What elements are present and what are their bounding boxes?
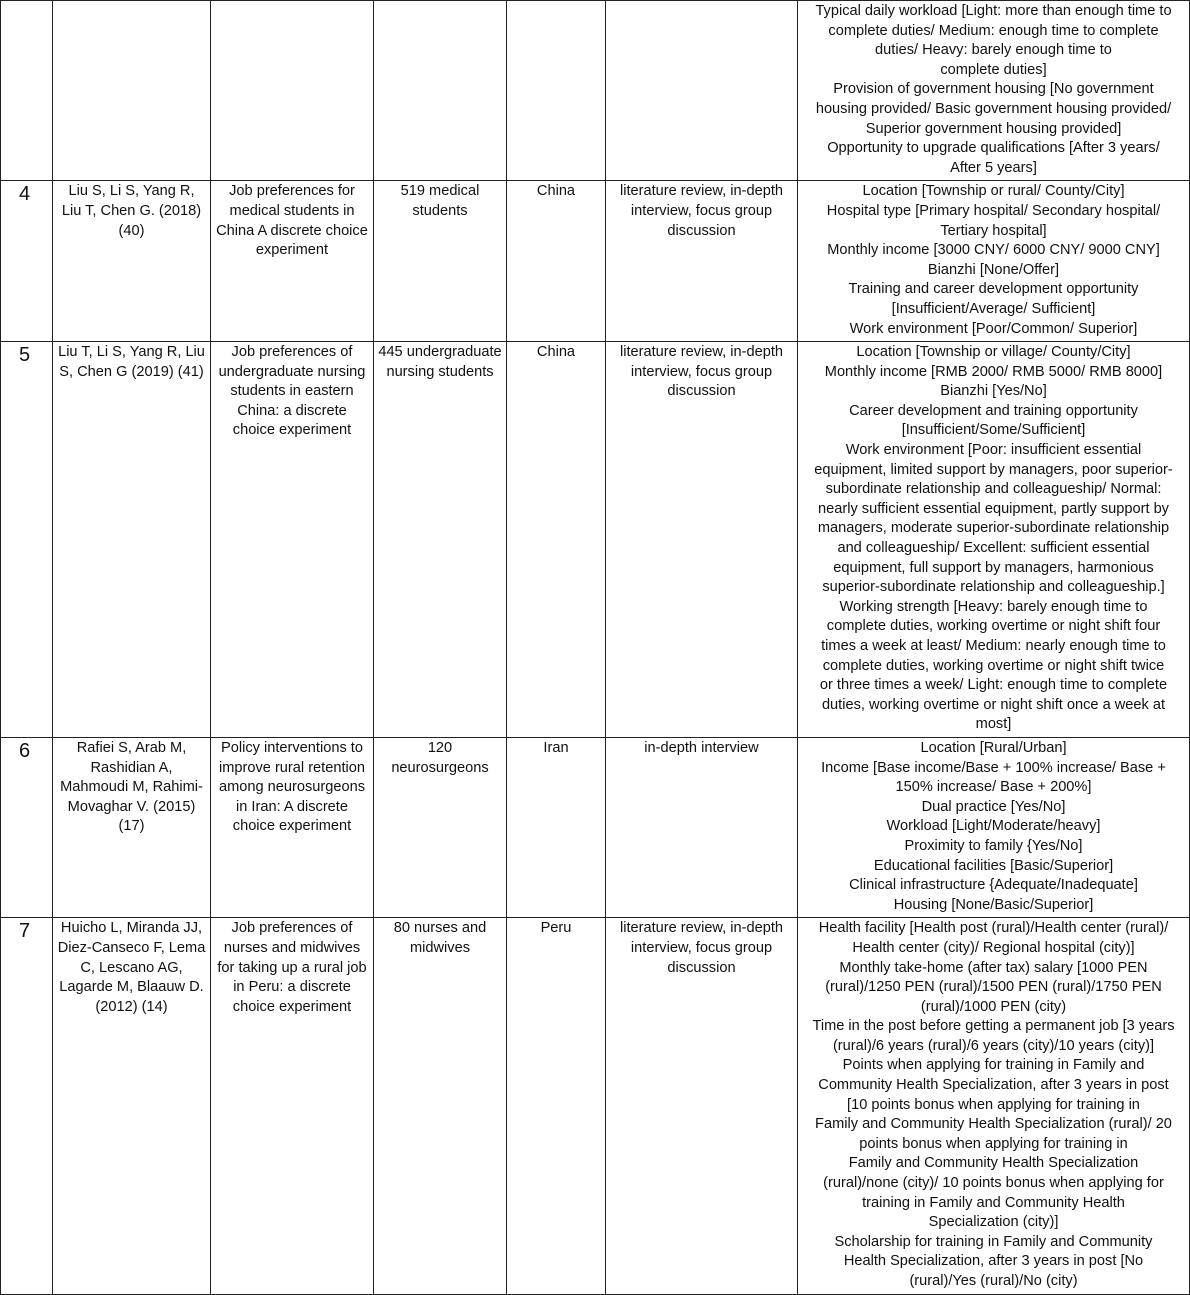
attribute-line: nearly sufficient essential equipment, partly support by (818, 500, 1169, 517)
attribute-line: Working strength [Heavy: barely enough time to (839, 598, 1148, 615)
attribute-development-method-cell: literature review, in-depth interview, focus group discussion (606, 918, 798, 1294)
attribute-line: subordinate relationship and colleagueship/ Normal: (825, 481, 1162, 498)
attribute-development-method-cell (606, 1, 798, 181)
attributes-cell (798, 918, 1190, 1294)
sample-cell: 445 undergraduate nursing students (374, 342, 507, 738)
attribute-line: Housing [None/Basic/Superior] (893, 896, 1094, 913)
attribute-line: Scholarship for training in Family and Community (834, 1233, 1153, 1250)
attribute-line: Hospital type [Primary hospital/ Secondary hospital/ (826, 202, 1161, 219)
attribute-line: Superior government housing provided] (865, 120, 1122, 137)
study-title-cell: Job preferences for medical students in China A discrete choice experiment (211, 181, 374, 342)
study-number: 7 (1, 918, 53, 1294)
attribute-line: Time in the post before getting a permanent job [3 years (812, 1018, 1175, 1035)
attribute-line: Health Specialization, after 3 years in post [No (843, 1253, 1144, 1270)
attribute-line: Work environment [Poor: insufficient essential (845, 442, 1142, 459)
attribute-line: Monthly income [3000 CNY/ 6000 CNY/ 9000 CNY] (827, 242, 1160, 259)
attribute-line: Bianzhi [None/Offer] (927, 261, 1060, 278)
attribute-line: (rural)/1250 PEN (rural)/1500 PEN (rural)/1750 PEN (825, 979, 1162, 996)
attributes-cell (798, 342, 1190, 738)
attribute-line: Career development and training opportunity (849, 402, 1138, 419)
attribute-line: Monthly take-home (after tax) salary [1000 PEN (839, 959, 1148, 976)
attribute-line: Tertiary hospital] (940, 222, 1047, 239)
attribute-line: Health center (city)/ Regional hospital (city)] (852, 939, 1135, 956)
attribute-line: Family and Community Health Specialization (rural)/ 20 (815, 1116, 1172, 1133)
attribute-line: training in Family and Community Health (862, 1194, 1125, 1211)
attribute-line: duties, working overtime or night shift once a week at (821, 696, 1166, 713)
attribute-line: Opportunity to upgrade qualifications [After 3 years/ (827, 140, 1160, 157)
country-cell: China (507, 181, 606, 342)
attribute-line: (rural)/Yes (rural)/No (city) (909, 1273, 1078, 1289)
attribute-line: (rural)/none (city)/ 10 points bonus when applying for (823, 1175, 1164, 1192)
country-cell: Peru (507, 918, 606, 1294)
country-cell: Iran (507, 737, 606, 917)
sample-cell: 120 neurosurgeons (374, 737, 507, 917)
attribute-line: points bonus when applying for training in (859, 1135, 1128, 1152)
study-number: 5 (1, 342, 53, 738)
attributes-cell (798, 1, 1190, 181)
attribute-line: complete duties/ Medium: enough time to complete (828, 22, 1159, 39)
attribute-line: times a week at least/ Medium: nearly enough time to (821, 638, 1166, 654)
attribute-line: Proximity to family {Yes/No] (904, 837, 1083, 854)
sample-cell: 519 medical students (374, 181, 507, 342)
attribute-line: Community Health Specialization, after 3 years in post (818, 1077, 1169, 1094)
attribute-line: (rural)/6 years (rural)/6 years (city)/10 years (city)] (832, 1037, 1155, 1054)
attribute-line: Points when applying for training in Family and (842, 1057, 1145, 1074)
attribute-line: Educational facilities [Basic/Superior] (873, 857, 1114, 874)
attribute-line: complete duties, working overtime or night shift four (826, 618, 1161, 635)
attribute-development-method-cell: in-depth interview (606, 737, 798, 917)
study-title-cell: Policy interventions to improve rural retention among neurosurgeons in Iran: A discrete choice experiment (211, 737, 374, 917)
table-row (1, 1, 1190, 181)
table-body (1, 1, 1190, 1295)
table-row (1, 181, 1190, 342)
attribute-line: [Insufficient/Some/Sufficient] (901, 422, 1086, 439)
attribute-line: (rural)/1000 PEN (city) (920, 998, 1067, 1015)
attribute-line: Clinical infrastructure {Adequate/Inadequate] (849, 877, 1138, 894)
attribute-development-method-cell: literature review, in-depth interview, focus group discussion (606, 181, 798, 342)
attribute-line: After 5 years] (950, 159, 1037, 176)
sample-cell: 80 nurses and midwives (374, 918, 507, 1294)
attribute-line: and colleagueship/ Excellent: sufficient essential (837, 540, 1150, 557)
study-title-cell: Job preferences of nurses and midwives for taking up a rural job in Peru: a discrete choice experiment (211, 918, 374, 1294)
attribute-line: Work environment [Poor/Common/ Superior] (849, 320, 1138, 337)
authors-cell: Rafiei S, Arab M, Rashidian A, Mahmoudi M, Rahimi-Movaghar V. (2015) (17) (53, 737, 211, 917)
study-title-cell: Job preferences of undergraduate nursing students in eastern China: a discrete choice experiment (211, 342, 374, 738)
attribute-line: Bianzhi [Yes/No] (940, 383, 1047, 400)
table-row (1, 737, 1190, 917)
attribute-line: complete duties] (940, 61, 1047, 78)
attribute-line: [Insufficient/Average/ Sufficient] (891, 300, 1096, 317)
attribute-line: managers, moderate superior-subordinate relationship (817, 520, 1170, 537)
attribute-line: complete duties, working overtime or night shift twice (822, 657, 1165, 674)
attribute-line: or three times a week/ Light: enough time to complete (819, 677, 1168, 694)
study-title-cell (211, 1, 374, 181)
attribute-line: Workload [Light/Moderate/heavy] (886, 818, 1101, 835)
attribute-line: housing provided/ Basic government housing provided/ (815, 100, 1172, 117)
country-cell (507, 1, 606, 181)
attribute-line: Income [Base income/Base + 100% increase/ Base + (821, 759, 1166, 776)
authors-cell (53, 1, 211, 181)
table-row (1, 342, 1190, 738)
attribute-line: 150% increase/ Base + 200%] (895, 779, 1092, 796)
attribute-development-method-cell: literature review, in-depth interview, focus group discussion (606, 342, 798, 738)
country-cell: China (507, 342, 606, 738)
attribute-line: Training and career development opportunity (848, 281, 1139, 298)
study-number (1, 1, 53, 181)
attribute-line: Location [Rural/Urban] (920, 739, 1067, 756)
attribute-line: superior-subordinate relationship and colleagueship.] (822, 579, 1165, 596)
attribute-line: Health facility [Health post (rural)/Health center (rural)/ (818, 920, 1169, 937)
attribute-line: Location [Township or village/ County/City] (856, 344, 1131, 361)
attribute-line: Specialization (city)] (928, 1214, 1059, 1231)
study-number: 6 (1, 737, 53, 917)
attribute-line: duties/ Heavy: barely enough time to (875, 42, 1112, 59)
attribute-line: Provision of government housing [No government (833, 81, 1154, 98)
attributes-cell (798, 737, 1190, 917)
attribute-line: equipment, limited support by managers, poor superior- (814, 461, 1173, 478)
attribute-line: Family and Community Health Specialization (848, 1155, 1139, 1172)
attributes-cell (798, 181, 1190, 342)
attribute-line: Typical daily workload [Light: more than enough time to (815, 3, 1172, 19)
sample-cell (374, 1, 507, 181)
attribute-line: Location [Township or rural/ County/City] (862, 183, 1125, 200)
attribute-line: most] (975, 716, 1012, 733)
authors-cell: Liu T, Li S, Yang R, Liu S, Chen G (2019) (41) (53, 342, 211, 738)
authors-cell: Liu S, Li S, Yang R, Liu T, Chen G. (2018) (40) (53, 181, 211, 342)
table-row (1, 918, 1190, 1294)
study-number: 4 (1, 181, 53, 342)
attribute-line: equipment, full support by managers, harmonious (833, 559, 1154, 576)
authors-cell: Huicho L, Miranda JJ, Diez-Canseco F, Lema C, Lescano AG, Lagarde M, Blaauw D. (2012) (14) (53, 918, 211, 1294)
attribute-line: [10 points bonus when applying for training in (847, 1096, 1140, 1113)
attribute-line: Dual practice [Yes/No] (921, 798, 1066, 815)
attribute-line: Monthly income [RMB 2000/ RMB 5000/ RMB 8000] (824, 363, 1163, 380)
